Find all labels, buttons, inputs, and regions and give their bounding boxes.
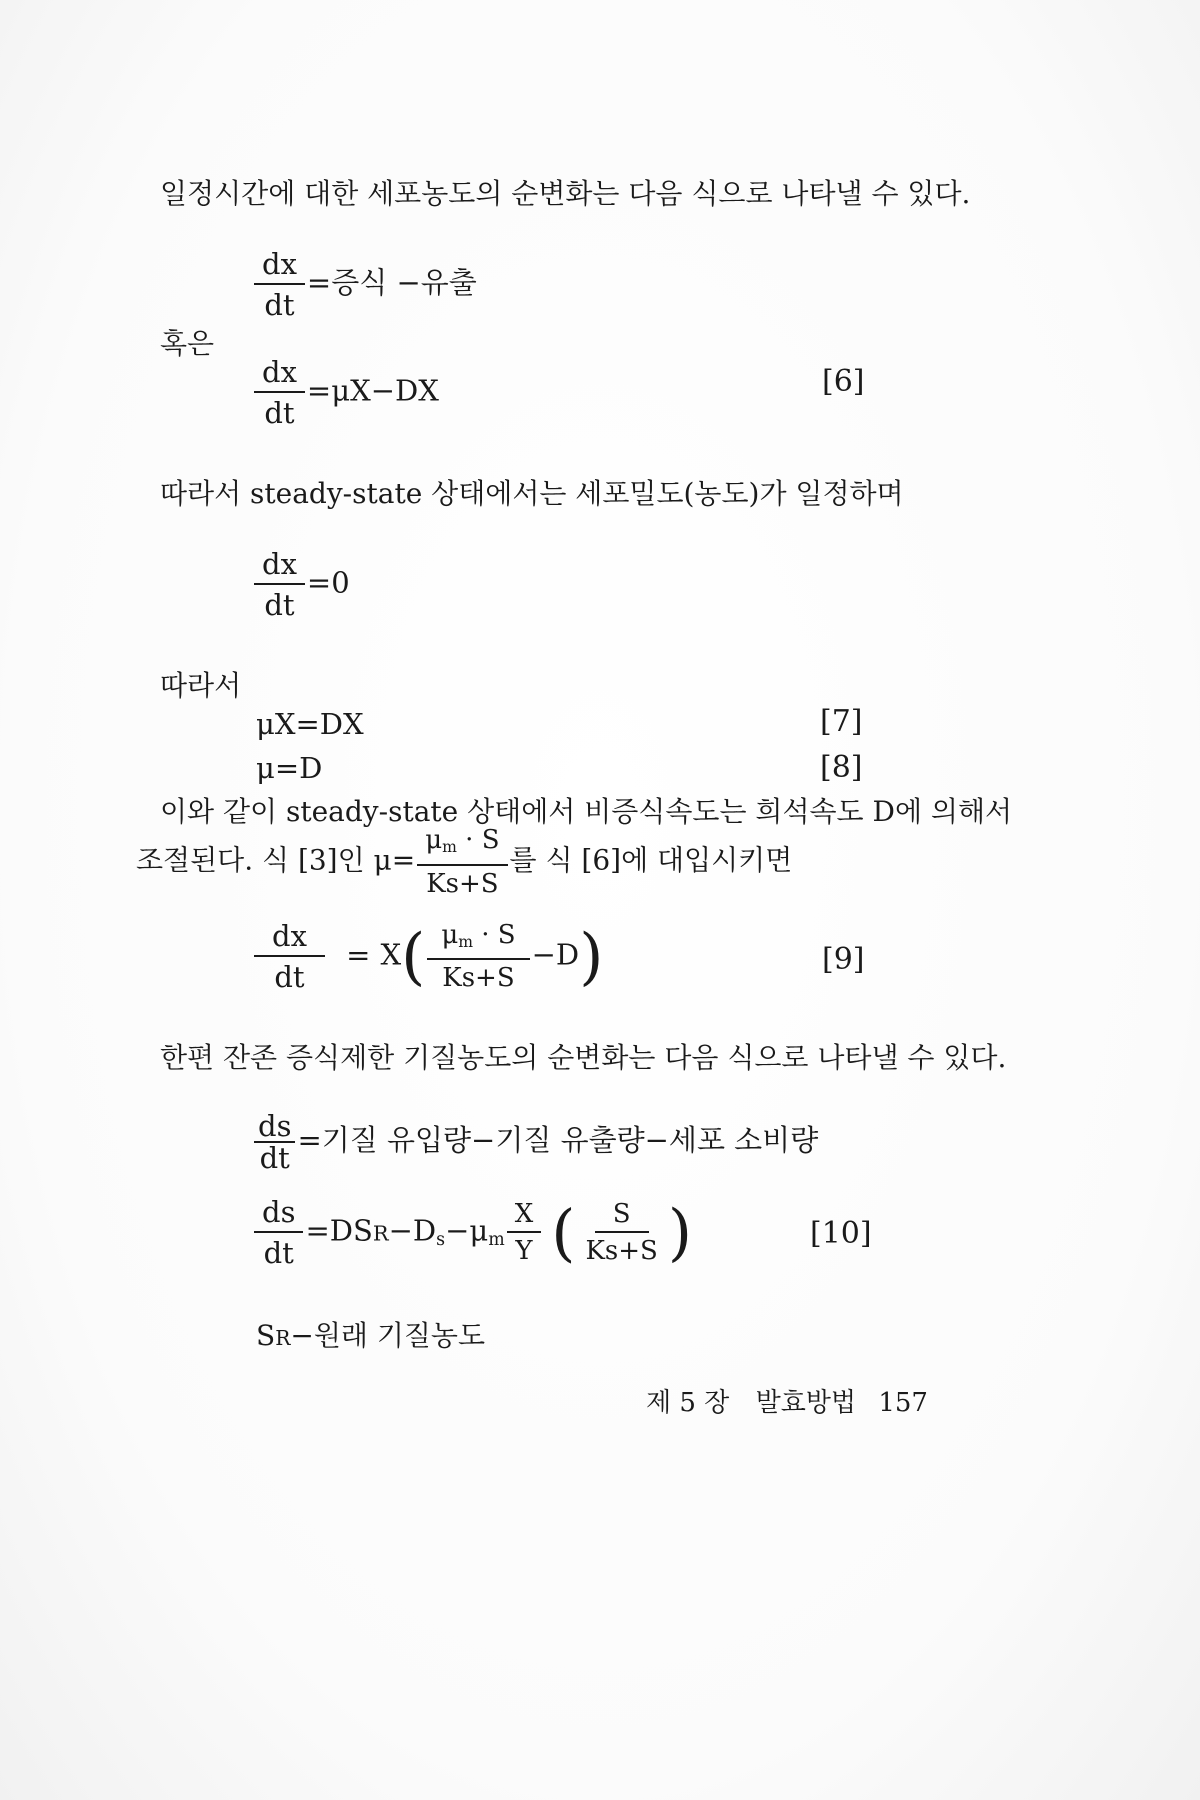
equation-7: μX=DX: [256, 707, 364, 741]
footer-chapter: 제 5 장: [646, 1388, 730, 1418]
equation-8: μ=D: [256, 751, 323, 785]
footer-title: 발효방법: [755, 1388, 857, 1418]
equation-9-tag: [9]: [822, 942, 865, 977]
equation-9: $\frac{dx}{dt}$ = X( $\frac{\mu_m \cdot S}{Ks+S}$ −D): [252, 920, 603, 993]
page-number: 157: [878, 1388, 928, 1418]
equation-7-tag: [7]: [820, 704, 863, 739]
equation-growth-outflow: $\frac{dx}{dt}$ =증식 −유출: [252, 248, 477, 321]
paragraph-cell-concentration-change: 일정시간에 대한 세포농도의 순변화는 다음 식으로 나타낼 수 있다.: [160, 177, 971, 210]
equation-6-tag: [6]: [822, 364, 865, 399]
fraction-dx-dt: $\frac{dx}{dt}$: [254, 248, 305, 321]
equation-6: $\frac{dx}{dt}$ =μX−DX: [252, 356, 439, 429]
equation-zero: $\frac{dx}{dt}$ =0: [252, 548, 350, 621]
equation-8-tag: [8]: [820, 750, 863, 785]
paragraph-dilution-rate: 이와 같이 steady-state 상태에서 비증식속도는 희석속도 D에 의해서: [160, 795, 1013, 828]
equation-10: $\frac{ds}{dt}$ $=DSR-D_s-\mu_m$ $\frac{X}{Y}$ ( $\frac{S}{Ks+S}$ ): [252, 1196, 692, 1269]
fraction-monod: $\frac{\mu_m \cdot S}{Ks+S}$: [417, 826, 507, 898]
page-footer: [646, 1382, 928, 1419]
definition-sr: SR−원래 기질농도: [256, 1319, 486, 1352]
equation-substrate-balance: $\frac{ds}{dt}$ =기질 유입량−기질 유출량−세포 소비량: [252, 1112, 818, 1172]
word-therefore: 따라서: [160, 669, 242, 702]
word-or: 혹은: [160, 327, 215, 360]
paragraph-substitution: 조절된다. 식 [3]인 μ= $\frac{\mu_m \cdot S}{Ks+S}$ 를 식 [6]에 대입시키면: [136, 825, 793, 899]
paragraph-substrate-change: 한편 잔존 증식제한 기질농도의 순변화는 다음 식으로 나타낼 수 있다.: [160, 1041, 1007, 1074]
equation-10-tag: [10]: [810, 1216, 872, 1251]
paragraph-steady-state: 따라서 steady-state 상태에서는 세포밀도(농도)가 일정하며: [160, 477, 904, 510]
